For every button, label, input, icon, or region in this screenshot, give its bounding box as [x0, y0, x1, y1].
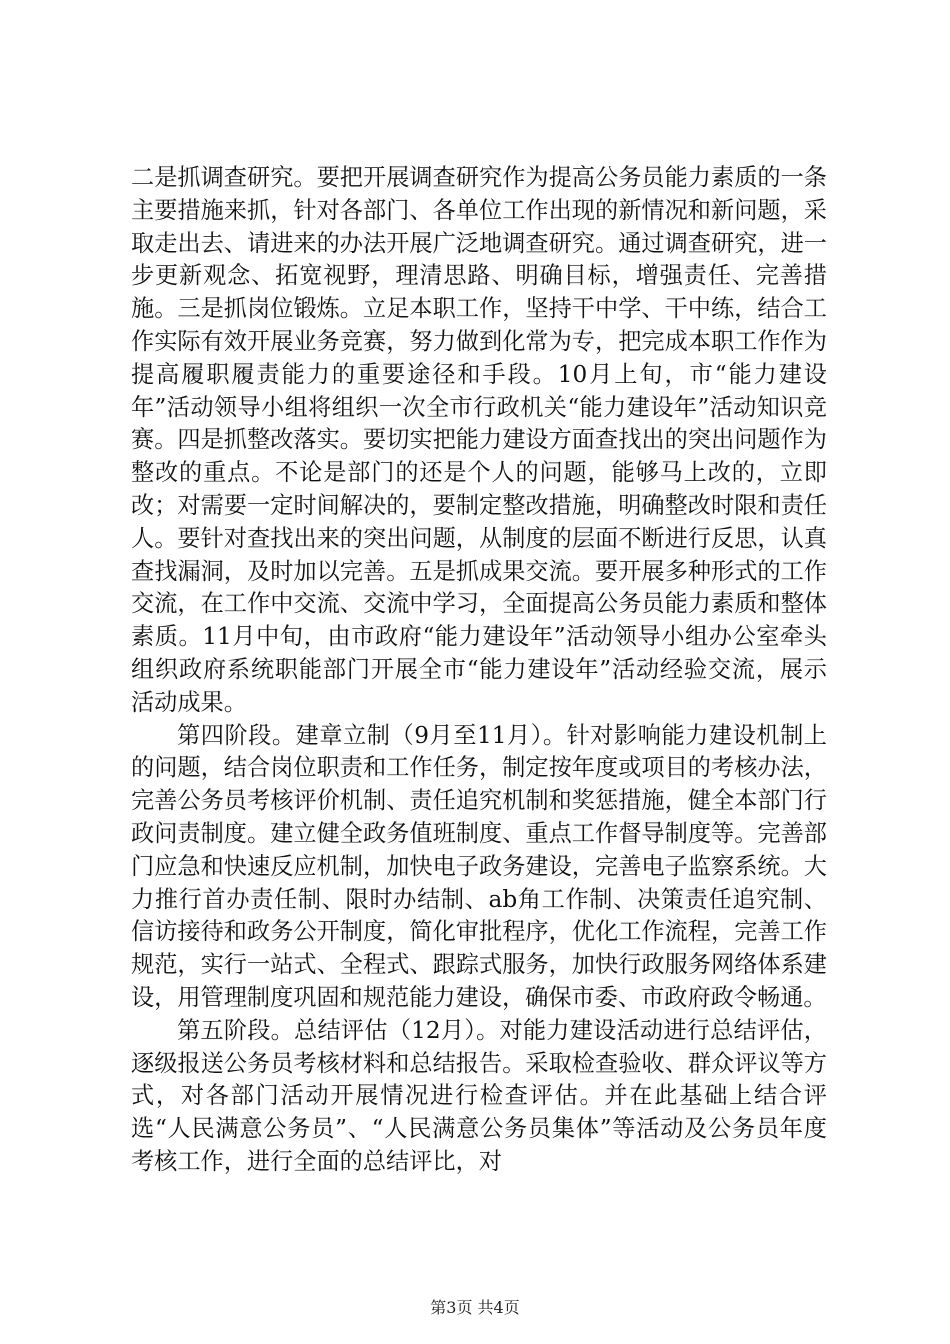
page-footer: 第3页 共4页: [430, 1298, 520, 1317]
paragraph-stage-four: 第四阶段。建章立制（9月至11月）。针对影响能力建设机制上的问题，结合岗位职责和工作任务，制定按年度或项目的考核办法，完善公务员考核评价机制、责任追究机制和奖惩措施，健全本部门行政问责制度。建立健全政务值班制度、重点工作督导制度等。完善部门应急和快速反应机制，加快电子政务建设，完善电子监察系统。大力推行首办责任制、限时办结制、ab角工作制、决策责任追究制、信访接待和政务公开制度，简化审批程序，优化工作流程，完善工作规范，实行一站式、全程式、跟踪式服务，加快行政服务网络体系建设，用管理制度巩固和规范能力建设，确保市委、市政府政令畅通。: [131, 721, 827, 1011]
paragraph-research-tasks: 二是抓调查研究。要把开展调查研究作为提高公务员能力素质的一条主要措施来抓，针对各部门、各单位工作出现的新情况和新问题，采取走出去、请进来的办法开展广泛地调查研究。通过调查研究，进一步更新观念、拓宽视野，理清思路、明确目标，增强责任、完善措施。三是抓岗位锻炼。立足本职工作，坚持干中学、干中练，结合工作实际有效开展业务竞赛，努力做到化常为专，把完成本职工作作为提高履职履责能力的重要途径和手段。10月上旬，市“能力建设年”活动领导小组将组织一次全市行政机关“能力建设年”活动知识竞赛。四是抓整改落实。要切实把能力建设方面查找出的突出问题作为整改的重点。不论是部门的还是个人的问题，能够马上改的，立即改；对需要一定时间解决的，要制定整改措施，明确整改时限和责任人。要针对查找出来的突出问题，从制度的层面不断进行反思，认真查找漏洞，及时加以完善。五是抓成果交流。要开展多种形式的工作交流，在工作中交流、交流中学习，全面提高公务员能力素质和整体素质。11月中旬，由市政府“能力建设年”活动领导小组办公室牵头组织政府系统职能部门开展全市“能力建设年”活动经验交流，展示活动成果。: [131, 164, 827, 716]
document-body: [131, 162, 827, 1179]
paragraph-stage-five: 第五阶段。总结评估（12月）。对能力建设活动进行总结评估，逐级报送公务员考核材料和总结报告。采取检查验收、群众评议等方式，对各部门活动开展情况进行检查评估。并在此基础上结合评选“人民满意公务员”、“人民满意公务员集体”等活动及公务员年度考核工作，进行全面的总结评比，对: [131, 1016, 827, 1175]
